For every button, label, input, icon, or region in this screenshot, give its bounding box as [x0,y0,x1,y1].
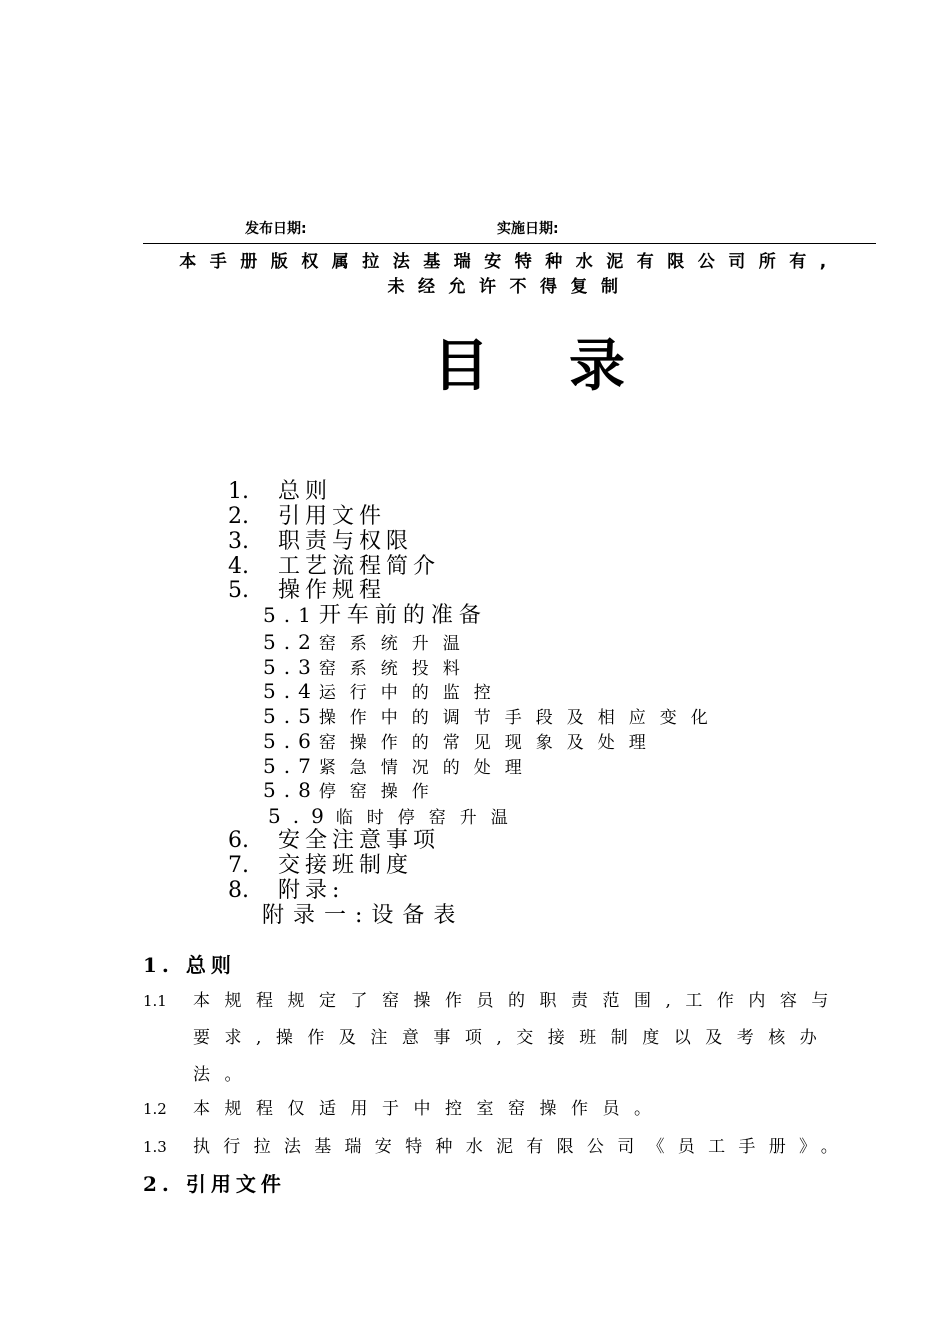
toc-subitem-label: 操作中的调节手段及相应变化 [318,708,722,728]
toc-appendix: 附录一:设备表 [262,903,465,928]
para-text: 执行拉法基瑞安特种水泥有限公司《员工手册》。 [193,1137,852,1157]
toc-title: 目录 [433,334,705,399]
toc-item [228,878,344,904]
toc-subitem [263,705,722,729]
toc-item-label: 附录: [278,878,345,903]
toc-item [228,853,413,879]
toc-subitem-number: 5.3 [263,655,319,679]
toc-item-number: 4. [228,554,249,579]
para-text: 本规程规定了窑操作员的职责范围,工作内容与 [193,991,843,1011]
toc-subitem [263,730,660,754]
copyright-line-2: 未经允许不得复制 [387,277,632,297]
toc-item [228,504,386,530]
toc-subitem-number: 5.2 [263,630,319,654]
toc-subitem-number: 5.6 [263,729,319,753]
header-rule [143,243,876,244]
toc-subitem-label: 窑操作的常见现象及处理 [318,733,660,753]
toc-subitem [263,631,474,655]
toc-item-number: 8. [228,878,249,903]
toc-subitem [268,805,522,829]
section-1-heading: 1. 总则 [143,953,236,977]
section-2-heading: 2. 引用文件 [143,1172,286,1196]
toc-subitem-label: 窑系统投料 [318,659,474,679]
toc-subitem [263,656,474,680]
toc-item-number: 1. [228,479,249,504]
toc-item [228,529,413,555]
toc-item-number: 2. [228,504,249,529]
toc-subitem [263,604,487,628]
copyright-line-1: 本手册版权属拉法基瑞安特种水泥有限公司所有, [179,252,840,272]
toc-item [228,828,440,854]
toc-subitem-label: 窑系统升温 [318,634,474,654]
para-number: 1.1 [143,992,167,1010]
toc-subitem-label: 开车前的准备 [318,603,487,628]
toc-item-number: 3. [228,529,249,554]
toc-subitem [263,779,443,803]
toc-item [228,479,332,505]
toc-subitem-number: 5.9 [268,804,336,828]
toc-item-label: 工艺流程简介 [278,554,441,579]
toc-item-number: 7. [228,853,249,878]
toc-item-label: 交接班制度 [278,853,414,878]
toc-subitem-label: 紧急情况的处理 [318,758,536,778]
toc-subitem-number: 5.5 [263,704,319,728]
toc-item-label: 操作规程 [278,578,387,603]
toc-item-label: 引用文件 [278,504,387,529]
toc-subitem [263,680,505,704]
toc-item [228,554,440,580]
toc-item [228,578,386,604]
toc-subitem-number: 5.8 [263,778,319,802]
para-1-2 [143,1098,666,1120]
toc-subitem-label: 运行中的监控 [318,683,505,703]
toc-item-number: 6. [228,828,249,853]
toc-subitem-label: 临时停窑升温 [335,808,522,828]
toc-item-label: 安全注意事项 [278,828,441,853]
para-number: 1.2 [143,1100,167,1118]
para-1-1-line-2: 要求,操作及注意事项,交接班制度以及考核办 [193,1028,832,1048]
toc-item-number: 5. [228,578,249,603]
toc-subitem-number: 5.4 [263,679,319,703]
toc-subitem-label: 停窑操作 [318,782,443,802]
toc-subitem [263,755,536,779]
toc-item-label: 总则 [278,479,333,504]
effective-date-label: 实施日期: [497,221,559,237]
para-1-1 [143,990,843,1012]
toc-item-label: 职责与权限 [278,529,414,554]
para-number: 1.3 [143,1138,167,1156]
toc-subitem-number: 5.1 [263,603,319,627]
para-1-1-line-3: 法。 [193,1065,256,1085]
toc-subitem-number: 5.7 [263,754,319,778]
para-text: 本规程仅适用于中控室窑操作员。 [193,1099,666,1119]
publish-date-label: 发布日期: [245,221,307,237]
para-1-3 [143,1136,851,1158]
